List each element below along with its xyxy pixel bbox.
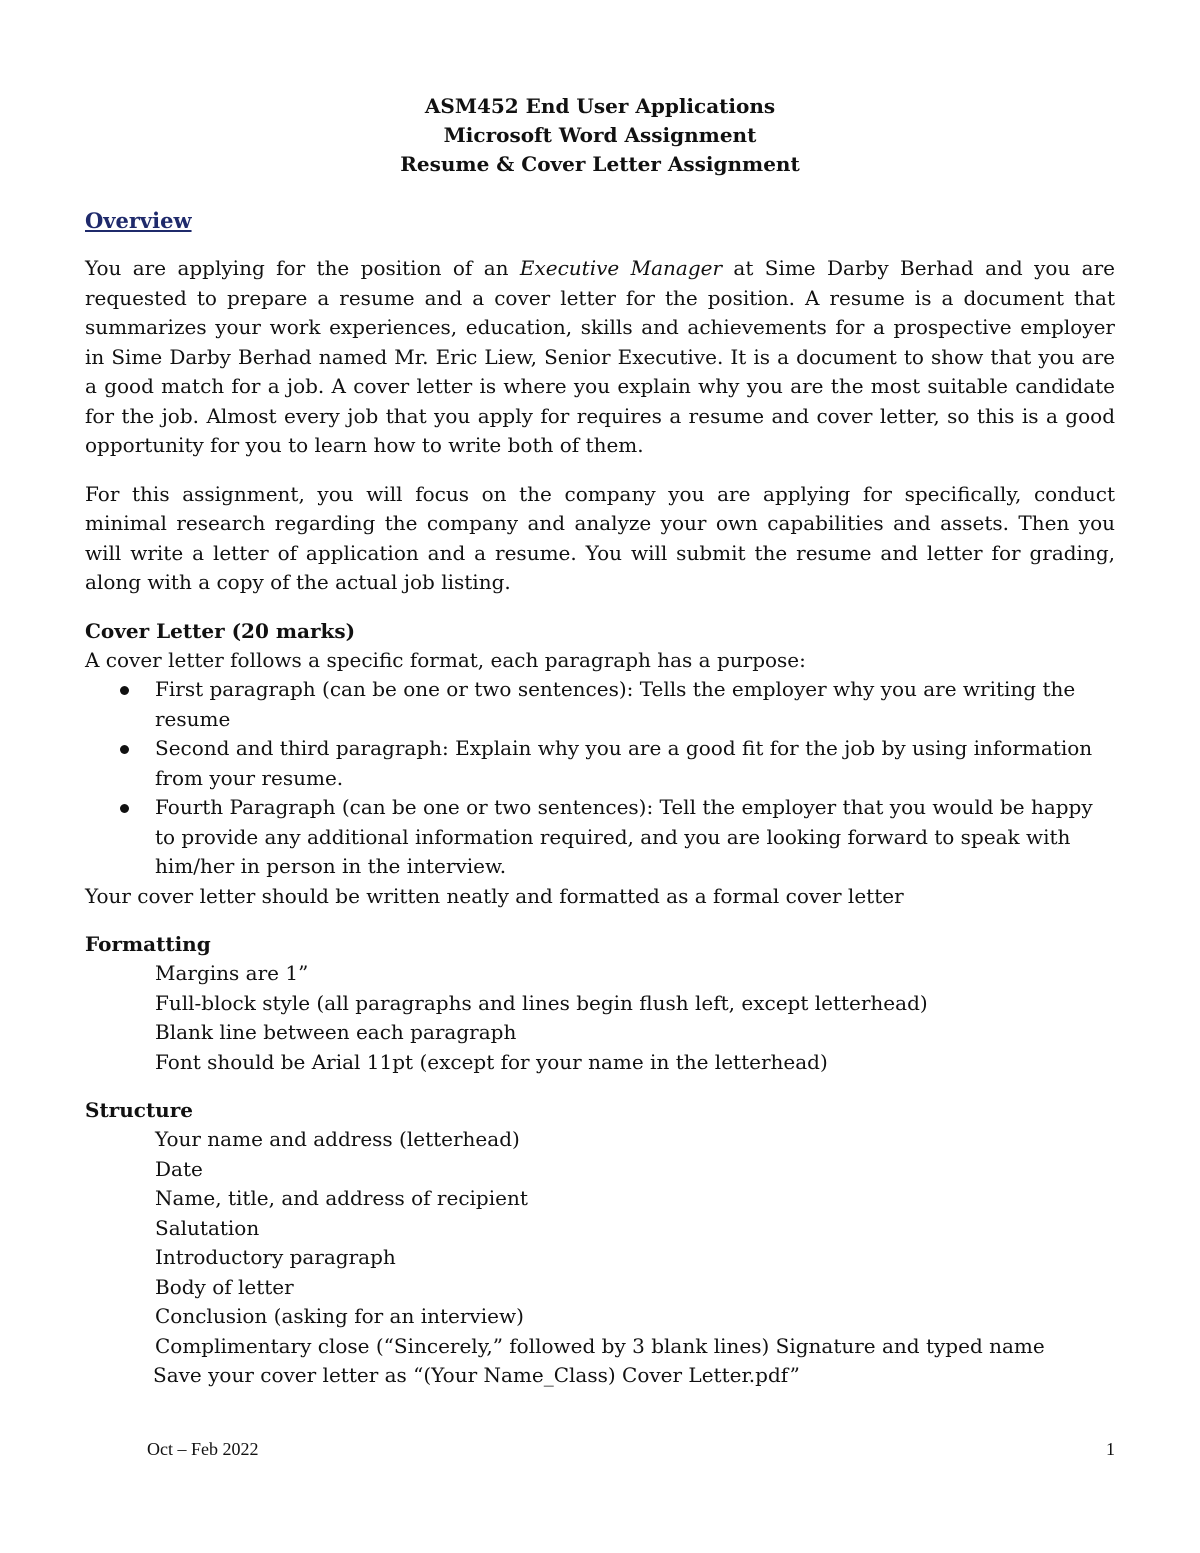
overview-paragraph-1 [85, 254, 1115, 461]
footer-date: Oct – Feb 2022 [147, 1439, 259, 1459]
bullet-item [85, 734, 1115, 793]
list-item: Font should be Arial 11pt (except for your name in the letterhead) [155, 1049, 828, 1074]
document-page [85, 92, 1115, 1391]
bullet-dot-icon [120, 745, 129, 754]
overview-heading: Overview [85, 208, 192, 233]
document-title-block [85, 92, 1115, 179]
list-item: Salutation [155, 1215, 260, 1240]
bullet-text: Second and third paragraph: Explain why you are a good fit for the job by using information from your resume. [155, 736, 1093, 790]
position-title: Executive Manager [519, 256, 723, 280]
cover-letter-bullets [85, 675, 1115, 882]
list-item: Date [155, 1156, 203, 1181]
overview-p1-rest: at Sime Darby Berhad and you are requested to prepare a resume and a cover letter for the position. A resume is a document that summarizes your work experiences, education, skills and achievements for a prospective employer in Sime Darby Berhad named Mr. Eric Liew, Senior Executive. It is a document to show that you are a good match for a job. A cover letter is where you explain why you are the most suitable candidate for the job. Almost every job that you apply for requires a resume and cover letter, so this is a good opportunity for you to learn how to write both of them. [85, 256, 1115, 457]
bullet-item [85, 793, 1115, 882]
formatting-heading: Formatting [85, 932, 211, 956]
formatting-list [85, 959, 1115, 1077]
list-item: Introductory paragraph [155, 1245, 396, 1269]
cover-letter-intro: A cover letter follows a specific format, each paragraph has a purpose: [85, 647, 806, 672]
list-item: Full-block style (all paragraphs and lines begin flush left, except letterhead) [155, 990, 928, 1015]
list-item: Save your cover letter as “(Your Name_Class) Cover Letter.pdf” [153, 1363, 800, 1387]
cover-letter-heading: Cover Letter (20 marks) [85, 618, 356, 643]
bullet-text: Fourth Paragraph (can be one or two sentences): Tell the employer that you would be happy to provide any additional information required, and you are looking forward to speak with him/her in person in the interview. [155, 795, 1093, 878]
bullet-dot-icon [120, 804, 129, 813]
assignment-title: Microsoft Word Assignment [443, 123, 757, 147]
bullet-dot-icon [120, 686, 129, 695]
structure-heading: Structure [85, 1098, 193, 1122]
list-item: Margins are 1” [155, 961, 309, 985]
structure-list [85, 1125, 1115, 1391]
list-item: Blank line between each paragraph [155, 1020, 517, 1044]
list-item: Complimentary close (“Sincerely,” followed by 3 blank lines) Signature and typed name [155, 1333, 1045, 1358]
overview-paragraph-2: For this assignment, you will focus on the company you are applying for specifically, conduct minimal research regarding the company and analyze your own capabilities and assets. Then you will write a letter of application and a resume. You will submit the resume and letter for grading, along with a copy of the actual job listing. [85, 481, 1115, 594]
overview-p1-start: You are applying for the position of an [85, 256, 520, 280]
list-item: Body of letter [155, 1274, 294, 1299]
assignment-subtitle: Resume & Cover Letter Assignment [400, 152, 800, 176]
list-item: Conclusion (asking for an interview) [155, 1304, 524, 1328]
cover-letter-closing: Your cover letter should be written neatly and formatted as a formal cover letter [85, 883, 904, 908]
page-number: 1 [1106, 1439, 1115, 1459]
course-title: ASM452 End User Applications [424, 94, 776, 118]
list-item: Name, title, and address of recipient [155, 1186, 528, 1210]
list-item: Your name and address (letterhead) [155, 1127, 520, 1151]
bullet-text: First paragraph (can be one or two sentences): Tells the employer why you are writing the resume [155, 677, 1076, 731]
bullet-item [85, 675, 1115, 734]
